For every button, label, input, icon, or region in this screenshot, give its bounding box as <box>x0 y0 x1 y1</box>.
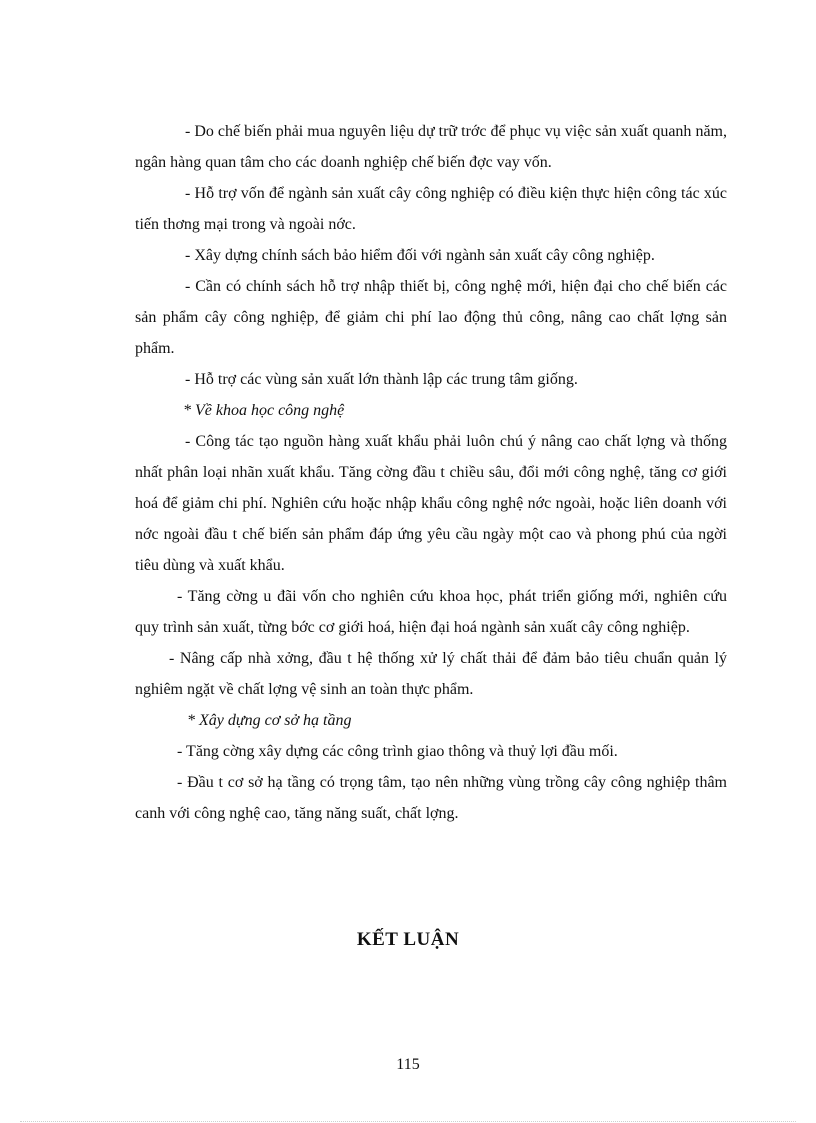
paragraph-transport-irrigation: - Tăng cờng xây dựng các công trình giao thông và thuỷ lợi đầu mối. <box>177 743 618 760</box>
paragraph-infrastructure-investment: - Đầu t cơ sở hạ tầng có trọng tâm, tạo nên những vùng trồng cây công nghiệp thâm canh với công nghệ cao, tăng năng suất, chất lợng. <box>135 774 727 822</box>
paragraph-trade-promotion: - Hỗ trợ vốn để ngành sản xuất cây công nghiệp có điều kiện thực hiện công tác xúc tiến thơng mại trong và ngoài nớc. <box>135 185 727 233</box>
body-text <box>135 116 727 829</box>
conclusion-title: KẾT LUẬN <box>356 929 460 950</box>
paragraph-equipment-import: - Cần có chính sách hỗ trợ nhập thiết bị, công nghệ mới, hiện đại cho chế biến các sản phẩm cây công nghiệp, để giảm chi phí lao động thủ công, nâng cao chất lợng sản phẩm. <box>135 278 727 357</box>
paragraph-factory-upgrade: - Nâng cấp nhà xởng, đầu t hệ thống xử lý chất thải để đảm bảo tiêu chuẩn quản lý nghiêm ngặt về chất lợng vệ sinh an toàn thực phẩm. <box>135 650 727 698</box>
paragraph-export-sourcing: - Công tác tạo nguồn hàng xuất khẩu phải luôn chú ý nâng cao chất lợng và thống nhất phân loại nhãn xuất khẩu. Tăng cờng đầu t chiều sâu, đổi mới công nghệ, tăng cơ giới hoá để giảm chi phí. Nghiên cứu hoặc nhập khẩu công nghệ nớc ngoài, hoặc liên doanh với nớc ngoài đầu t chế biến sản phẩm đáp ứng yêu cầu ngày một cao và phong phú của ngời tiêu dùng và xuất khẩu. <box>135 433 727 574</box>
paragraph-research-incentives: - Tăng cờng u đãi vốn cho nghiên cứu khoa học, phát triển giống mới, nghiên cứu quy trình sản xuất, từng bớc cơ giới hoá, hiện đại hoá ngành sản xuất cây công nghiệp. <box>135 588 727 636</box>
section-heading-infrastructure: * Xây dựng cơ sở hạ tầng <box>187 712 352 729</box>
paragraph-insurance-policy: - Xây dựng chính sách bảo hiểm đối với ngành sản xuất cây công nghiệp. <box>185 247 655 264</box>
page-number: 115 <box>396 1056 420 1073</box>
section-heading-science: * Về khoa học công nghệ <box>183 402 345 419</box>
footer-divider <box>20 1121 796 1122</box>
paragraph-seed-centers: - Hỗ trợ các vùng sản xuất lớn thành lập các trung tâm giống. <box>185 371 578 388</box>
paragraph-raw-material-loans: - Do chế biến phải mua nguyên liệu dự trữ trớc để phục vụ việc sản xuất quanh năm, ngân hàng quan tâm cho các doanh nghiệp chế biến đợc vay vốn. <box>135 123 727 171</box>
